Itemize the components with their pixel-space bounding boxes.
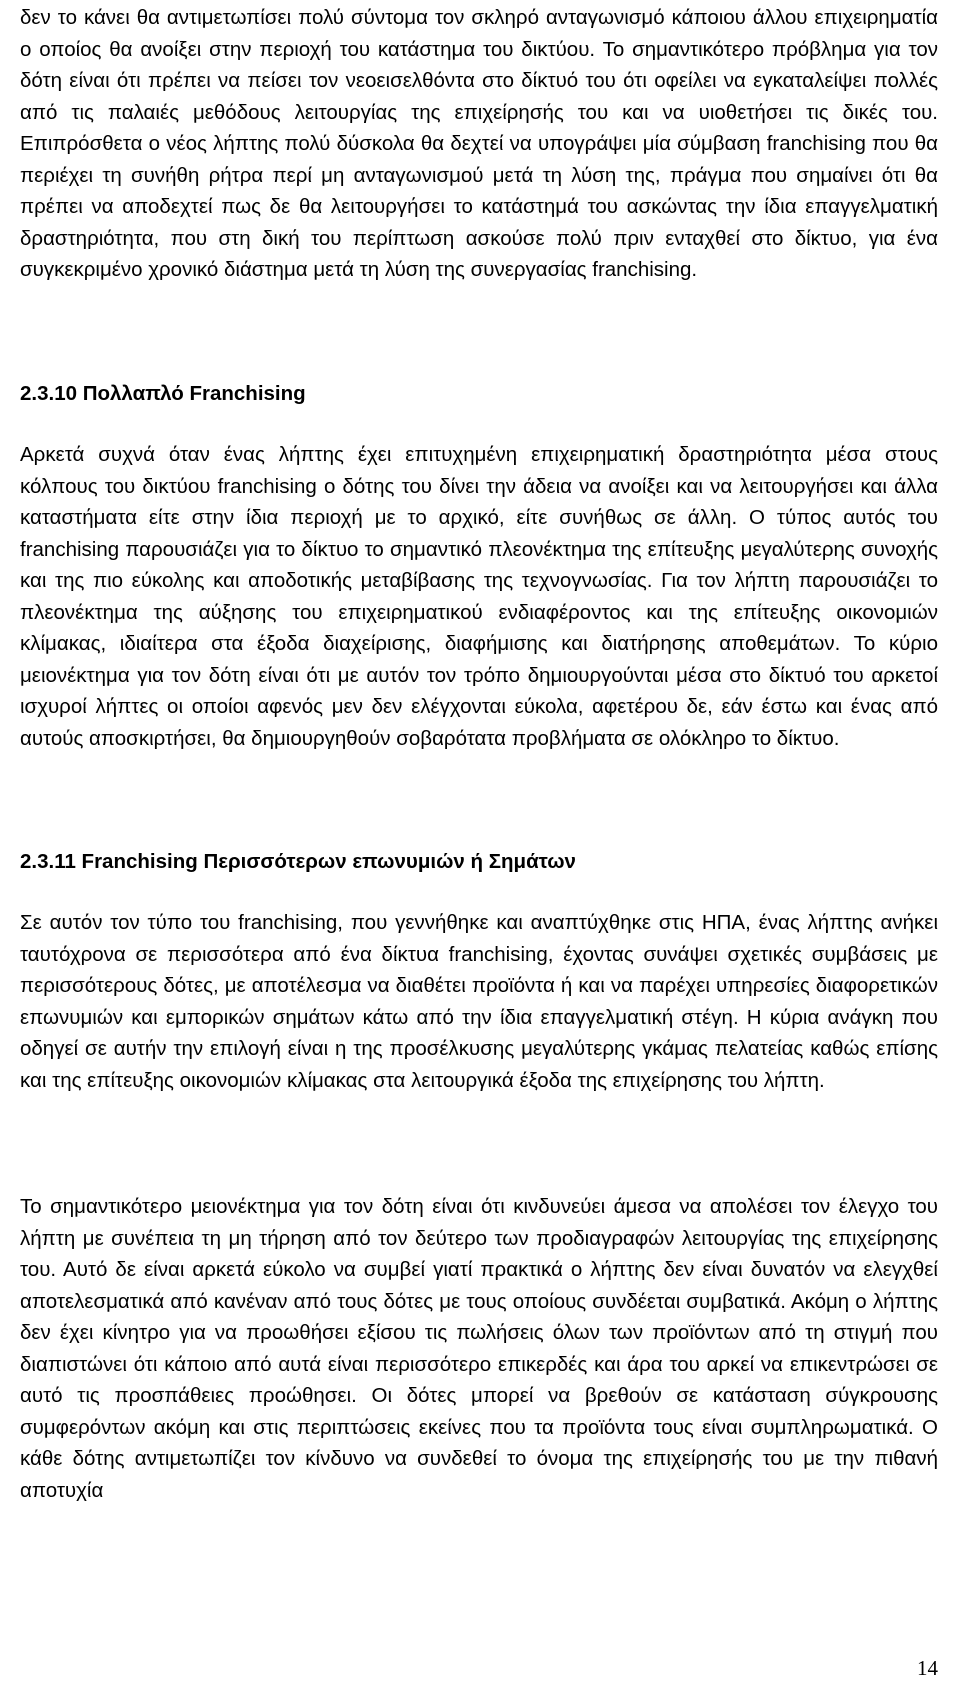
paragraph-multi-brand-disadvantages: Το σημαντικότερο μειονέκτημα για τον δότη είναι ότι κινδυνεύει άμεσα να απολέσει τον έλεγχο του λήπτη με συνέπεια τη μη τήρηση από τον δεύτερο των προδιαγραφών λειτουργίας της επιχείρησης του. Αυτό δε είναι αρκετά εύκολο να συμβεί γιατί πρακτικά ο λήπτης δεν είναι δυνατόν να ελεγχθεί αποτελεσματικά από κανέναν από τους δότες με τους οποίους συνδέεται συμβατικά. Ακόμη ο λήπτης δεν έχει κίνητρο για να προωθήσει εξίσου τις πωλήσεις όλων των προϊόντων από τη στιγμή που διαπιστώνει ότι κάποιο από αυτά είναι περισσότερο επικερδές και άρα του αρκεί να επικεντρώσει σε αυτό τις προσπάθειες προώθησει. Οι δότες μπορεί να βρεθούν σε κατάσταση σύγκρουσης συμφερόντων ακόμη και στις περιπτώσεις εκείνες που τα προϊόντα τους είναι συμπληρωματικά. Ο κάθε δότης αντιμετωπίζει τον κίνδυνο να συνδεθεί το όνομα της επιχείρησής του με την πιθανή αποτυχία	[20, 1195, 938, 1502]
page-number: 14	[917, 1656, 938, 1680]
paragraph-multiple-franchising: Αρκετά συχνά όταν ένας λήπτης έχει επιτυχημένη επιχειρηματική δραστηριότητα μέσα στους κόλπους του δικτύου franchising ο δότης του δίνει την άδεια να ανοίξει και να λειτουργήσει και άλλα καταστήματα είτε στην ίδια περιοχή με το αρχικό, είτε συνήθως σε άλλη. Ο τύπος αυτός του franchising παρουσιάζει για το δίκτυο το σημαντικό πλεονέκτημα της επίτευξης μεγαλύτερης συνοχής και της πιο εύκολης και αποδοτικής μεταβίβασης της τεχνογνωσίας. Για τον λήπτη παρουσιάζει το πλεονέκτημα της αύξησης του επιχειρηματικού ενδιαφέροντος και της επίτευξης οικονομιών κλίμακας, ιδιαίτερα στα έξοδα διαχείρισης, διαφήμισης και διατήρησης αποθεμάτων. Το κύριο μειονέκτημα για τον δότη είναι ότι με αυτόν τον τρόπο δημιουργούνται μέσα στο δίκτυό του αρκετοί ισχυροί λήπτες οι οποίοι αφενός μεν δεν ελέγχονται εύκολα, αφετέρου δε, εάν έστω και ένας από αυτούς αποσκιρτήσει, θα δημιουργηθούν σοβαρότατα προβλήματα σε ολόκληρο το δίκτυο.	[20, 443, 938, 750]
section-heading-multiple-franchising: 2.3.10 Πολλαπλό Franchising	[20, 382, 306, 405]
section-heading-multi-brand-franchising: 2.3.11 Franchising Περισσότερων επωνυμιών ή Σημάτων	[20, 850, 576, 873]
paragraph-intro-continuation: δεν το κάνει θα αντιμετωπίσει πολύ σύντομα τον σκληρό ανταγωνισμό κάποιου άλλου επιχειρηματία ο οποίος θα ανοίξει στην περιοχή του κατάστημα του δικτύου. Το σημαντικότερο πρόβλημα για τον δότη είναι ότι πρέπει να πείσει τον νεοεισελθόντα στο δίκτυό του ότι οφείλει να εγκαταλείψει πολλές από τις παλαιές μεθόδους λειτουργίας της επιχείρησής του και να υιοθετήσει τις δικές του. Επιπρόσθετα ο νέος λήπτης πολύ δύσκολα θα δεχτεί να υπογράψει μία σύμβαση franchising που θα περιέχει τη συνήθη ρήτρα περί μη ανταγωνισμού μετά τη λύση της, πράγμα που σημαίνει ότι θα πρέπει να αποδεχτεί πως δε θα λειτουργήσει το κατάστημά του ασκώντας την ίδια επαγγελματική δραστηριότητα, που στη δική του περίπτωση ασκούσε πολύ πριν ενταχθεί στο δίκτυο, για ένα συγκεκριμένο χρονικό διάστημα μετά τη λύση της συνεργασίας franchising.	[20, 6, 938, 281]
paragraph-multi-brand-definition: Σε αυτόν τον τύπο του franchising, που γεννήθηκε και αναπτύχθηκε στις ΗΠΑ, ένας λήπτης ανήκει ταυτόχρονα σε περισσότερα από ένα δίκτυα franchising, έχοντας συνάψει σχετικές συμβάσεις με περισσότερους δότες, με αποτέλεσμα να διαθέτει προϊόντα ή και να παρέχει υπηρεσίες διαφορετικών επωνυμιών και εμπορικών σημάτων κάτω από την ίδια επαγγελματική στέγη. Η κύρια ανάγκη που οδηγεί σε αυτήν την επιλογή είναι η της προσέλκυσης μεγαλύτερης γκάμας πελατείας καθώς επίσης και της επίτευξης οικονομιών κλίμακας στα λειτουργικά έξοδα της επιχείρησης του λήπτη.	[20, 911, 938, 1092]
